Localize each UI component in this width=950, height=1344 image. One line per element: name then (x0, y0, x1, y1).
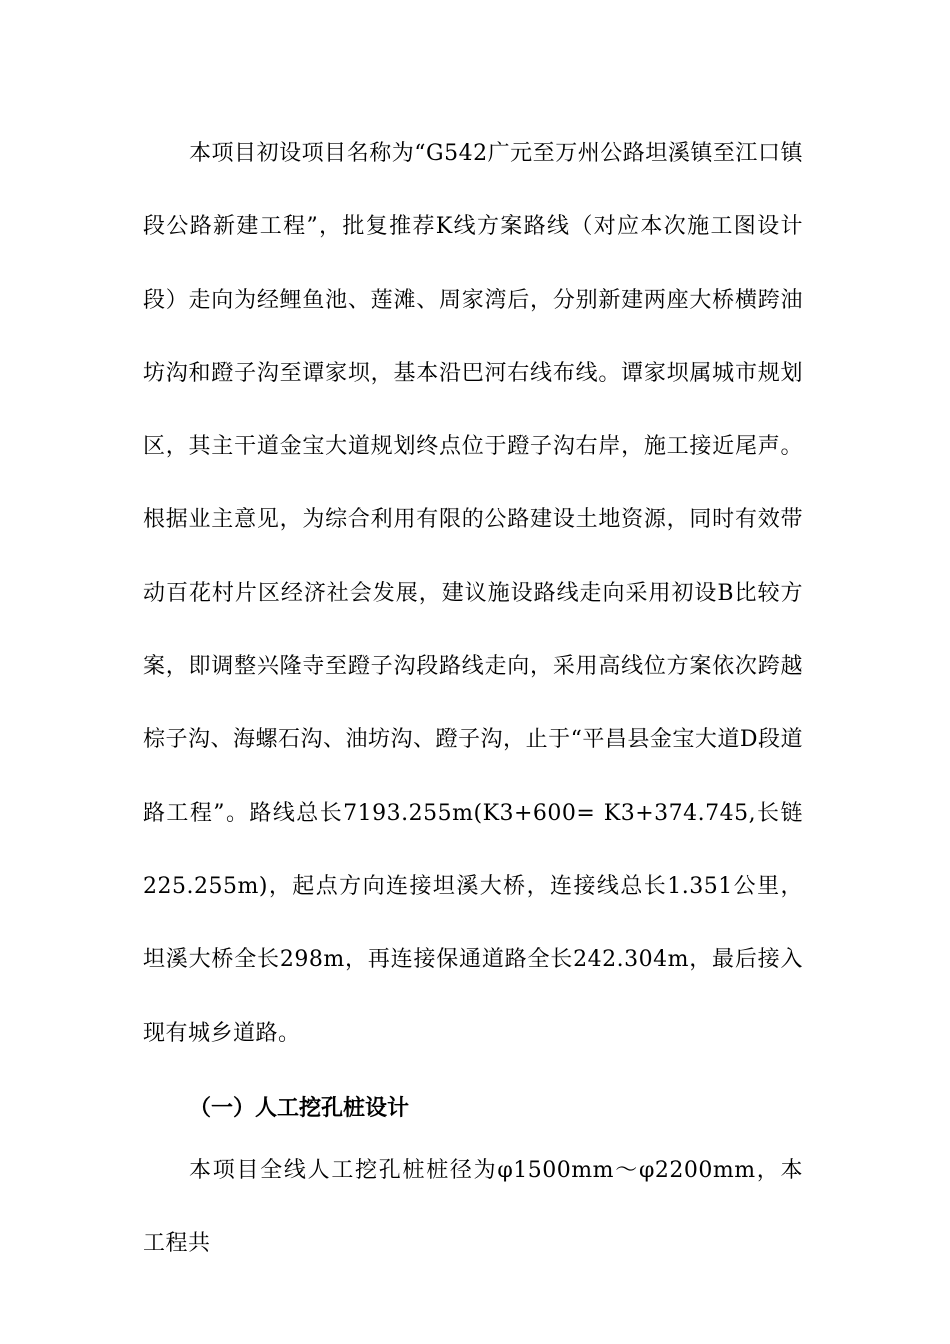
body-paragraph-continued: 本项目全线人工挖孔桩桩径为φ1500mm～φ2200mm，本工程共 (143, 1158, 803, 1257)
body-paragraph: 本项目初设项目名称为“G542广元至万州公路坦溪镇至江口镇段公路新建工程”，批复推荐K线方案路线（对应本次施工图设计段）走向为经鲤鱼池、莲滩、周家湾后，分别新建两座大桥横跨油坊沟和蹬子沟至谭家坝，基本沿巴河右线布线。谭家坝属城市规划区，其主干道金宝大道规划终点位于蹬子沟右岸，施工接近尾声。根据业主意见，为综合利用有限的公路建设土地资源，同时有效带动百花村片区经济社会发展，建议施设路线走向采用初设B比较方案，即调整兴隆寺至蹬子沟段路线走向，采用高线位方案依次跨越棕子沟、海螺石沟、油坊沟、蹬子沟，止于“平昌县金宝大道D段道路工程”。路线总长7193.255m(K3+600= K3+374.745,长链225.255m)，起点方向连接坦溪大桥，连接线总长1.351公里，坦溪大桥全长298m，再连接保通道路全长242.304m，最后接入现有城乡道路。 (143, 141, 803, 1046)
section-heading: （一）人工挖孔桩设计 (189, 1096, 410, 1121)
